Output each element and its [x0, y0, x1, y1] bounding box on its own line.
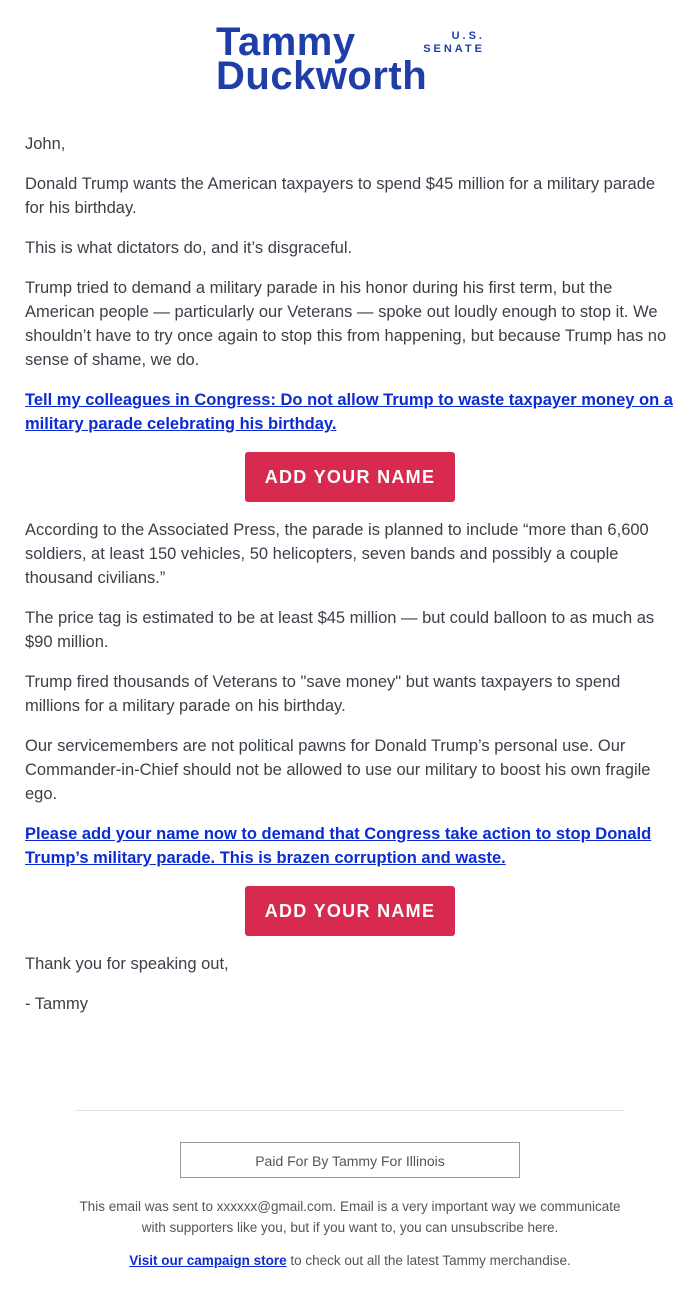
- logo-us: U.S.: [451, 30, 485, 42]
- paragraph-2: This is what dictators do, and it’s disgraceful.: [25, 239, 353, 257]
- email-body: [25, 132, 675, 1032]
- petition-link-1[interactable]: Tell my colleagues in Congress: Do not allow Trump to waste taxpayer money on a military parade celebrating his birthday.: [25, 391, 673, 433]
- footer-notice: This email was sent to xxxxxx@gmail.com. Email is a very important way we communicate with supporters like you, but if you want to, you can unsubscribe here.: [79, 1199, 621, 1235]
- closing: Thank you for speaking out,: [25, 955, 229, 973]
- paragraph-3: Trump tried to demand a military parade in his honor during his first term, but the American people — particularly our Veterans — spoke out loudly enough to stop it. We shouldn’t have to try once again to stop this from happening, but because Trump has no sense of shame, we do.: [25, 279, 667, 369]
- cta-wrap-1: [25, 452, 675, 502]
- paid-for-disclaimer: Paid For By Tammy For Illinois: [180, 1142, 520, 1178]
- paragraph-5: The price tag is estimated to be at least $45 million — but could balloon to as much as $90 million.: [25, 609, 655, 651]
- footer-store-line: [75, 1250, 625, 1271]
- footer-store-text: to check out all the latest Tammy merchandise.: [286, 1253, 571, 1268]
- logo-last-name: Duckworth: [216, 54, 428, 98]
- petition-link-2[interactable]: Please add your name now to demand that Congress take action to stop Donald Trump’s military parade. This is brazen corruption and waste.: [25, 825, 652, 867]
- campaign-store-link[interactable]: Visit our campaign store: [129, 1253, 287, 1268]
- paragraph-7: Our servicemembers are not political pawns for Donald Trump’s personal use. Our Commander-in-Chief should not be allowed to use our military to boost his own fragile ego.: [25, 737, 651, 803]
- paragraph-6: Trump fired thousands of Veterans to "save money" but wants taxpayers to spend millions for a military parade on his birthday.: [25, 673, 621, 715]
- tammy-duckworth-logo: [216, 20, 496, 98]
- logo-first-name: Tammy: [216, 20, 356, 64]
- greeting: John,: [25, 135, 66, 153]
- logo-senate: SENATE: [423, 43, 485, 55]
- paragraph-1: Donald Trump wants the American taxpayers to spend $45 million for a military parade for his birthday.: [25, 175, 656, 217]
- cta-wrap-2: [25, 886, 675, 936]
- logo-us-senate: [407, 30, 485, 56]
- signature: - Tammy: [25, 995, 88, 1013]
- add-your-name-button-1[interactable]: ADD YOUR NAME: [245, 452, 455, 502]
- add-your-name-button-2[interactable]: ADD YOUR NAME: [245, 886, 455, 936]
- paragraph-4: According to the Associated Press, the parade is planned to include “more than 6,600 soldiers, at least 150 vehicles, 50 helicopters, seven bands and possibly a couple thousand civilians.”: [25, 521, 649, 587]
- footer-divider: [75, 1110, 625, 1111]
